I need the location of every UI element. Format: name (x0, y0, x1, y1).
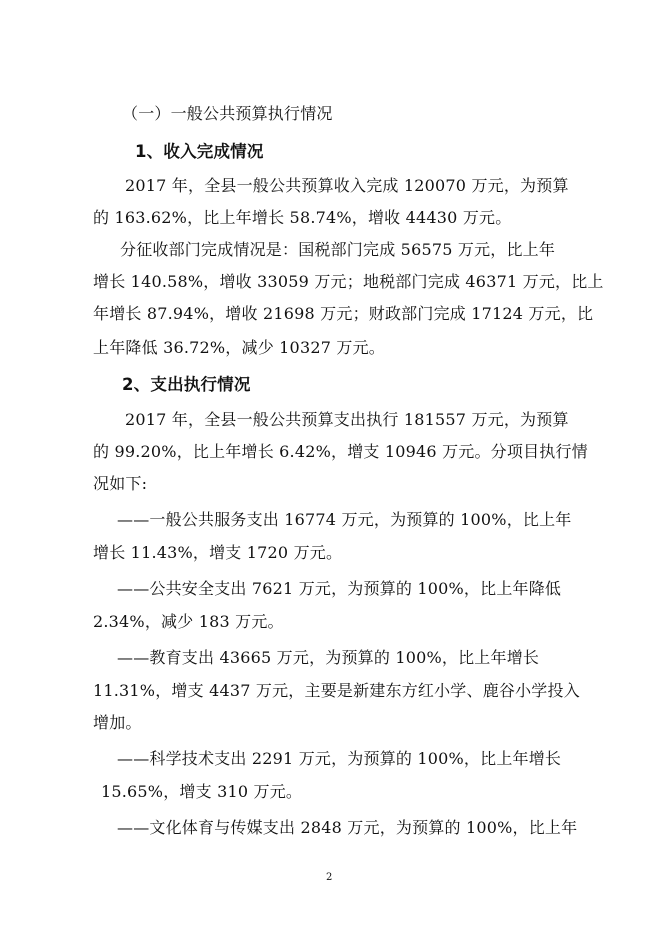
paragraph-line: 年增长 87.94%，增收 21698 万元；财政部门完成 17124 万元，比 (93, 304, 594, 323)
paragraph-line: 况如下: (93, 474, 148, 493)
subsection-heading-income: 1、收入完成情况 (135, 142, 264, 161)
list-item-line: 11.31%，增支 4437 万元，主要是新建东方红小学、鹿谷小学投入 (93, 681, 580, 700)
paragraph-line: 分征收部门完成情况是：国税部门完成 56575 万元，比上年 (120, 240, 556, 259)
paragraph-line: 2017 年，全县一般公共预算收入完成 120070 万元，为预算 (125, 176, 569, 195)
list-item-line: 增长 11.43%，增支 1720 万元。 (93, 543, 343, 562)
list-item-line: 15.65%，增支 310 万元。 (101, 782, 303, 801)
list-item-line: ——一般公共服务支出 16774 万元，为预算的 100%，比上年 (117, 510, 572, 529)
list-item-line: ——文化体育与传媒支出 2848 万元，为预算的 100%，比上年 (117, 818, 578, 837)
section-heading: （一）一般公共预算执行情况 (122, 104, 333, 123)
list-item-line: 2.34%，减少 183 万元。 (93, 612, 284, 631)
paragraph-line: 的 163.62%，比上年增长 58.74%，增收 44430 万元。 (93, 208, 512, 227)
paragraph-line: 上年降低 36.72%，减少 10327 万元。 (93, 338, 385, 357)
list-item-line: ——科学技术支出 2291 万元，为预算的 100%，比上年增长 (117, 749, 562, 768)
page-number: 2 (326, 872, 333, 883)
paragraph-line: 2017 年，全县一般公共预算支出执行 181557 万元，为预算 (125, 410, 569, 429)
subsection-heading-expenditure: 2、支出执行情况 (122, 375, 251, 394)
list-item-line: ——教育支出 43665 万元，为预算的 100%，比上年增长 (117, 648, 540, 667)
paragraph-line: 的 99.20%，比上年增长 6.42%，增支 10946 万元。分项目执行情 (93, 442, 588, 461)
list-item-line: ——公共安全支出 7621 万元，为预算的 100%，比上年降低 (117, 579, 562, 598)
list-item-line: 增加。 (93, 713, 142, 732)
paragraph-line: 增长 140.58%，增收 33059 万元；地税部门完成 46371 万元，比上 (93, 272, 604, 291)
